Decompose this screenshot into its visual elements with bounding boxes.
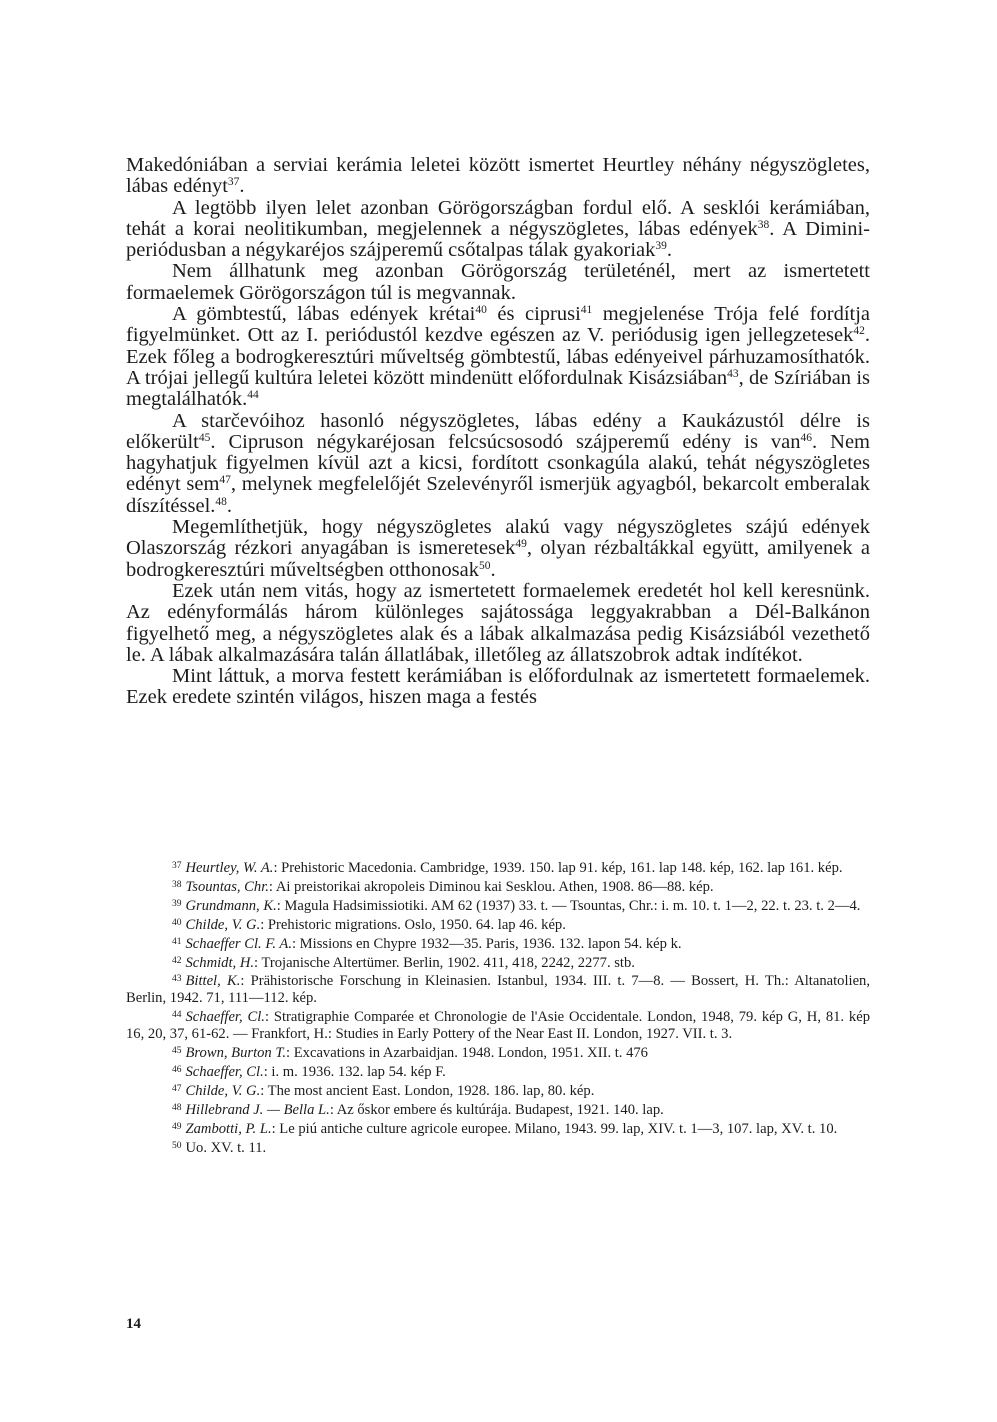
footnote-number: 45 xyxy=(172,1046,182,1057)
paragraph xyxy=(126,517,870,581)
footnote-author: Childe, V. G. xyxy=(185,916,261,933)
footnote-author: Tsountas, Chr. xyxy=(185,878,269,895)
footnote-text: : i. m. 1936. 132. lap 54. kép F. xyxy=(263,1063,446,1080)
paragraph-text: . xyxy=(666,239,673,262)
footnote-ref: 45 xyxy=(198,431,211,444)
footnote-ref: 44 xyxy=(247,389,259,402)
footnote xyxy=(126,971,870,1007)
footnote-number: 41 xyxy=(172,936,182,947)
footnote-text: : Prähistorische Forschung in Kleinasien. Istanbul, 1934. III. t. 7—8. — Bossert, H. Th.: Altanatolien, Berlin, 1942. 71, 111—112. kép. xyxy=(126,973,870,1007)
paragraph-text: Mint láttuk, a morva festett kerámiában is előfordulnak az ismertetett formaelemek. Ezek eredete szintén világos, hiszen maga a festés xyxy=(126,665,870,709)
footnote-number: 38 xyxy=(172,879,182,890)
footnote xyxy=(126,1100,870,1119)
footnote-text: : The most ancient East. London, 1928. 186. lap, 80. kép. xyxy=(260,1082,595,1099)
footnote xyxy=(126,1007,870,1043)
paragraph-text: A gömbtestű, lábas edények krétai xyxy=(172,303,476,326)
footnote-author: Hillebrand J. — Bella L. xyxy=(185,1101,330,1118)
footnote xyxy=(126,896,870,915)
footnote-text: : Az őskor embere és kultúrája. Budapest, 1921. 140. lap. xyxy=(329,1101,664,1118)
footnote xyxy=(126,1119,870,1138)
paragraph-text: Nem állhatunk meg azonban Görögország területénél, mert az ismertetett formaelemek Görögországon túl is megvannak. xyxy=(126,260,870,304)
footnote-ref: 40 xyxy=(475,304,487,317)
footnote-author: Schaeffer, Cl. xyxy=(185,1009,265,1026)
paragraph-text: A starčevóihoz hasonló négyszögletes, lábas edény a Kaukázustól délre is előkerült xyxy=(126,409,870,453)
paragraph-text: . A Dimini-periódusban a négykaréjos szájperemű csőtalpas tálak gyakoriak xyxy=(126,217,870,262)
footnote-ref: 42 xyxy=(853,325,865,338)
footnote-number: 48 xyxy=(172,1102,182,1113)
footnote-author: Heurtley, W. A. xyxy=(185,860,274,876)
footnote-number: 49 xyxy=(172,1121,182,1132)
footnote-author: Grundmann, K. xyxy=(185,897,277,914)
footnote-ref: 48 xyxy=(215,495,227,508)
paragraph-text: . xyxy=(490,558,496,581)
footnote xyxy=(126,858,870,877)
footnote-number: 46 xyxy=(172,1064,182,1075)
paragraph-text: és ciprusi xyxy=(486,303,581,326)
footnote-text: : Le piú antiche culture agricole europee. Milano, 1943. 99. lap, XIV. t. 1—3, 107. lap, XV. t. 10. xyxy=(271,1120,838,1137)
footnote-text: : Prehistoric Macedonia. Cambridge, 1939. 150. lap 91. kép, 161. lap 148. kép, 162. lap 161. kép. xyxy=(273,860,843,876)
paragraph xyxy=(126,411,870,517)
paragraph-text: . xyxy=(239,175,245,198)
paragraph-text: Makedóniában a serviai kerámia leletei között ismertet Heurtley néhány négyszögletes, lábas edényt xyxy=(126,154,870,198)
footnote-ref: 49 xyxy=(515,538,527,551)
footnote-text: : Excavations in Azarbaidjan. 1948. London, 1951. XII. t. 476 xyxy=(286,1045,648,1062)
paragraph-text: Megemlíthetjük, hogy négyszögletes alakú vagy négyszögletes szájú edények Olaszország rézkori anyagában is ismeretesek xyxy=(126,516,870,560)
footnote-text: : Missions en Chypre 1932—35. Paris, 1936. 132. lapon 54. kép k. xyxy=(291,935,682,952)
paragraph xyxy=(126,155,870,198)
footnote-author: Brown, Burton T. xyxy=(185,1045,287,1062)
footnote-ref: 43 xyxy=(727,367,739,380)
footnote-number: 50 xyxy=(172,1140,182,1151)
footnote xyxy=(126,877,870,896)
paragraph xyxy=(126,198,870,262)
paragraph xyxy=(126,261,870,304)
footnote-ref: 39 xyxy=(655,240,667,253)
footnotes xyxy=(126,858,870,1157)
footnote-number: 43 xyxy=(172,974,182,985)
footnote-text: : Stratigraphie Comparée et Chronologie de l'Asie Occidentale. London, 1948, 79. kép G, H, 81. kép 16, 20, 37, 61-62. — Frankfort, H.: Studies in Early Pottery of the Near East II. London, 1927. VII. t. 3. xyxy=(126,1009,870,1043)
footnote xyxy=(126,915,870,934)
footnote-ref: 41 xyxy=(580,304,593,317)
footnote-text: : Prehistoric migrations. Oslo, 1950. 64. lap 46. kép. xyxy=(260,916,566,933)
footnote-text: : Magula Hadsimissiotiki. AM 62 (1937) 33. t. — Tsountas, Chr.: i. m. 10. t. 1—2, 22. t. 23. t. 2—4. xyxy=(276,897,861,914)
footnote-number: 37 xyxy=(172,861,182,871)
paragraph xyxy=(126,666,870,709)
footnote-text: : Ai preistorikai akropoleis Diminou kai Sesklou. Athen, 1908. 86—88. kép. xyxy=(268,878,714,895)
footnote-author: Schmidt, H. xyxy=(185,954,255,971)
paragraph-text: . xyxy=(226,494,233,517)
page-number: 14 xyxy=(126,1316,141,1332)
footnote-author: Schaeffer, Cl. xyxy=(185,1063,264,1080)
paragraph xyxy=(126,304,870,410)
body-text xyxy=(126,155,870,709)
footnote xyxy=(126,1081,870,1100)
footnote xyxy=(126,934,870,953)
footnote-ref: 47 xyxy=(219,474,231,487)
footnote-number: 39 xyxy=(172,898,182,909)
paragraph-text: , melynek megfelelőjét Szelevényről ismerjük agyagból, bekarcolt emberalak díszítéssel. xyxy=(126,473,870,517)
footnote-ref: 46 xyxy=(800,431,813,444)
footnote-author: Bittel, K. xyxy=(185,973,241,990)
paragraph-text: , olyan rézbaltákkal együtt, amilyenek a bodrogkeresztúri műveltségben otthonosak xyxy=(126,537,870,581)
footnote-ref: 50 xyxy=(478,559,491,572)
footnote xyxy=(126,1043,870,1062)
paragraph-text: . Ezek főleg a bodrogkeresztúri műveltség gömbtestű, lábas edényeivel párhuzamosíthatók. A trójai jellegű kultúra leletei között mindenütt előfordulnak Kisázsiában xyxy=(126,324,870,389)
footnote-ref: 38 xyxy=(757,218,770,231)
footnote-number: 44 xyxy=(172,1010,182,1021)
footnote-author: Zambotti, P. L. xyxy=(185,1120,272,1137)
footnote-text: : Trojanische Altertümer. Berlin, 1902. 411, 418, 2242, 2277. stb. xyxy=(254,954,635,971)
footnote-ref: 37 xyxy=(227,176,240,189)
paragraph-text: . Nem hagyhatjuk figyelmen kívül azt a kicsi, fordított csonkagúla alakú, tehát négyszögletes edényt sem xyxy=(126,430,870,496)
footnote-number: 42 xyxy=(172,955,182,966)
footnote xyxy=(126,1062,870,1081)
paragraph-text: A legtöbb ilyen lelet azonban Görögországban fordul elő. A sesklói kerámiában, tehát a korai neolitikumban, megjelennek a négyszögletes, lábas edények xyxy=(126,196,870,240)
paragraph-text: Ezek után nem vitás, hogy az ismertetett formaelemek eredetét hol kell keresnünk. Az edényformálás három különleges sajátossága leggyakrabban a Dél-Balkánon figyelhető meg, a négyszögletes alak és a lábak alkalmazása pedig Kisázsiából vezethető le. A lábak alkalmazására talán állatlábak, illetőleg az állatszobrok adtak indítékot. xyxy=(126,579,870,666)
paragraph-text: , de Szíriában is megtalálhatók. xyxy=(126,366,870,411)
footnote-author: Schaeffer Cl. F. A. xyxy=(185,935,292,952)
footnote-author: Childe, V. G. xyxy=(185,1082,261,1099)
paragraph-text: . Cipruson négykaréjosan felcsúcsosodó szájperemű edény is van xyxy=(210,430,801,453)
paragraph-text: megjelenése Trója felé fordítja figyelmünket. Ott az I. periódustól kezdve egészen az V. periódusig igen jellegzetesek xyxy=(126,303,870,347)
footnote xyxy=(126,1138,870,1157)
footnote-text: Uo. XV. t. 11. xyxy=(185,1139,267,1156)
footnote xyxy=(126,953,870,972)
paragraph xyxy=(126,581,870,666)
footnote-number: 47 xyxy=(172,1083,182,1094)
footnote-number: 40 xyxy=(172,917,182,928)
